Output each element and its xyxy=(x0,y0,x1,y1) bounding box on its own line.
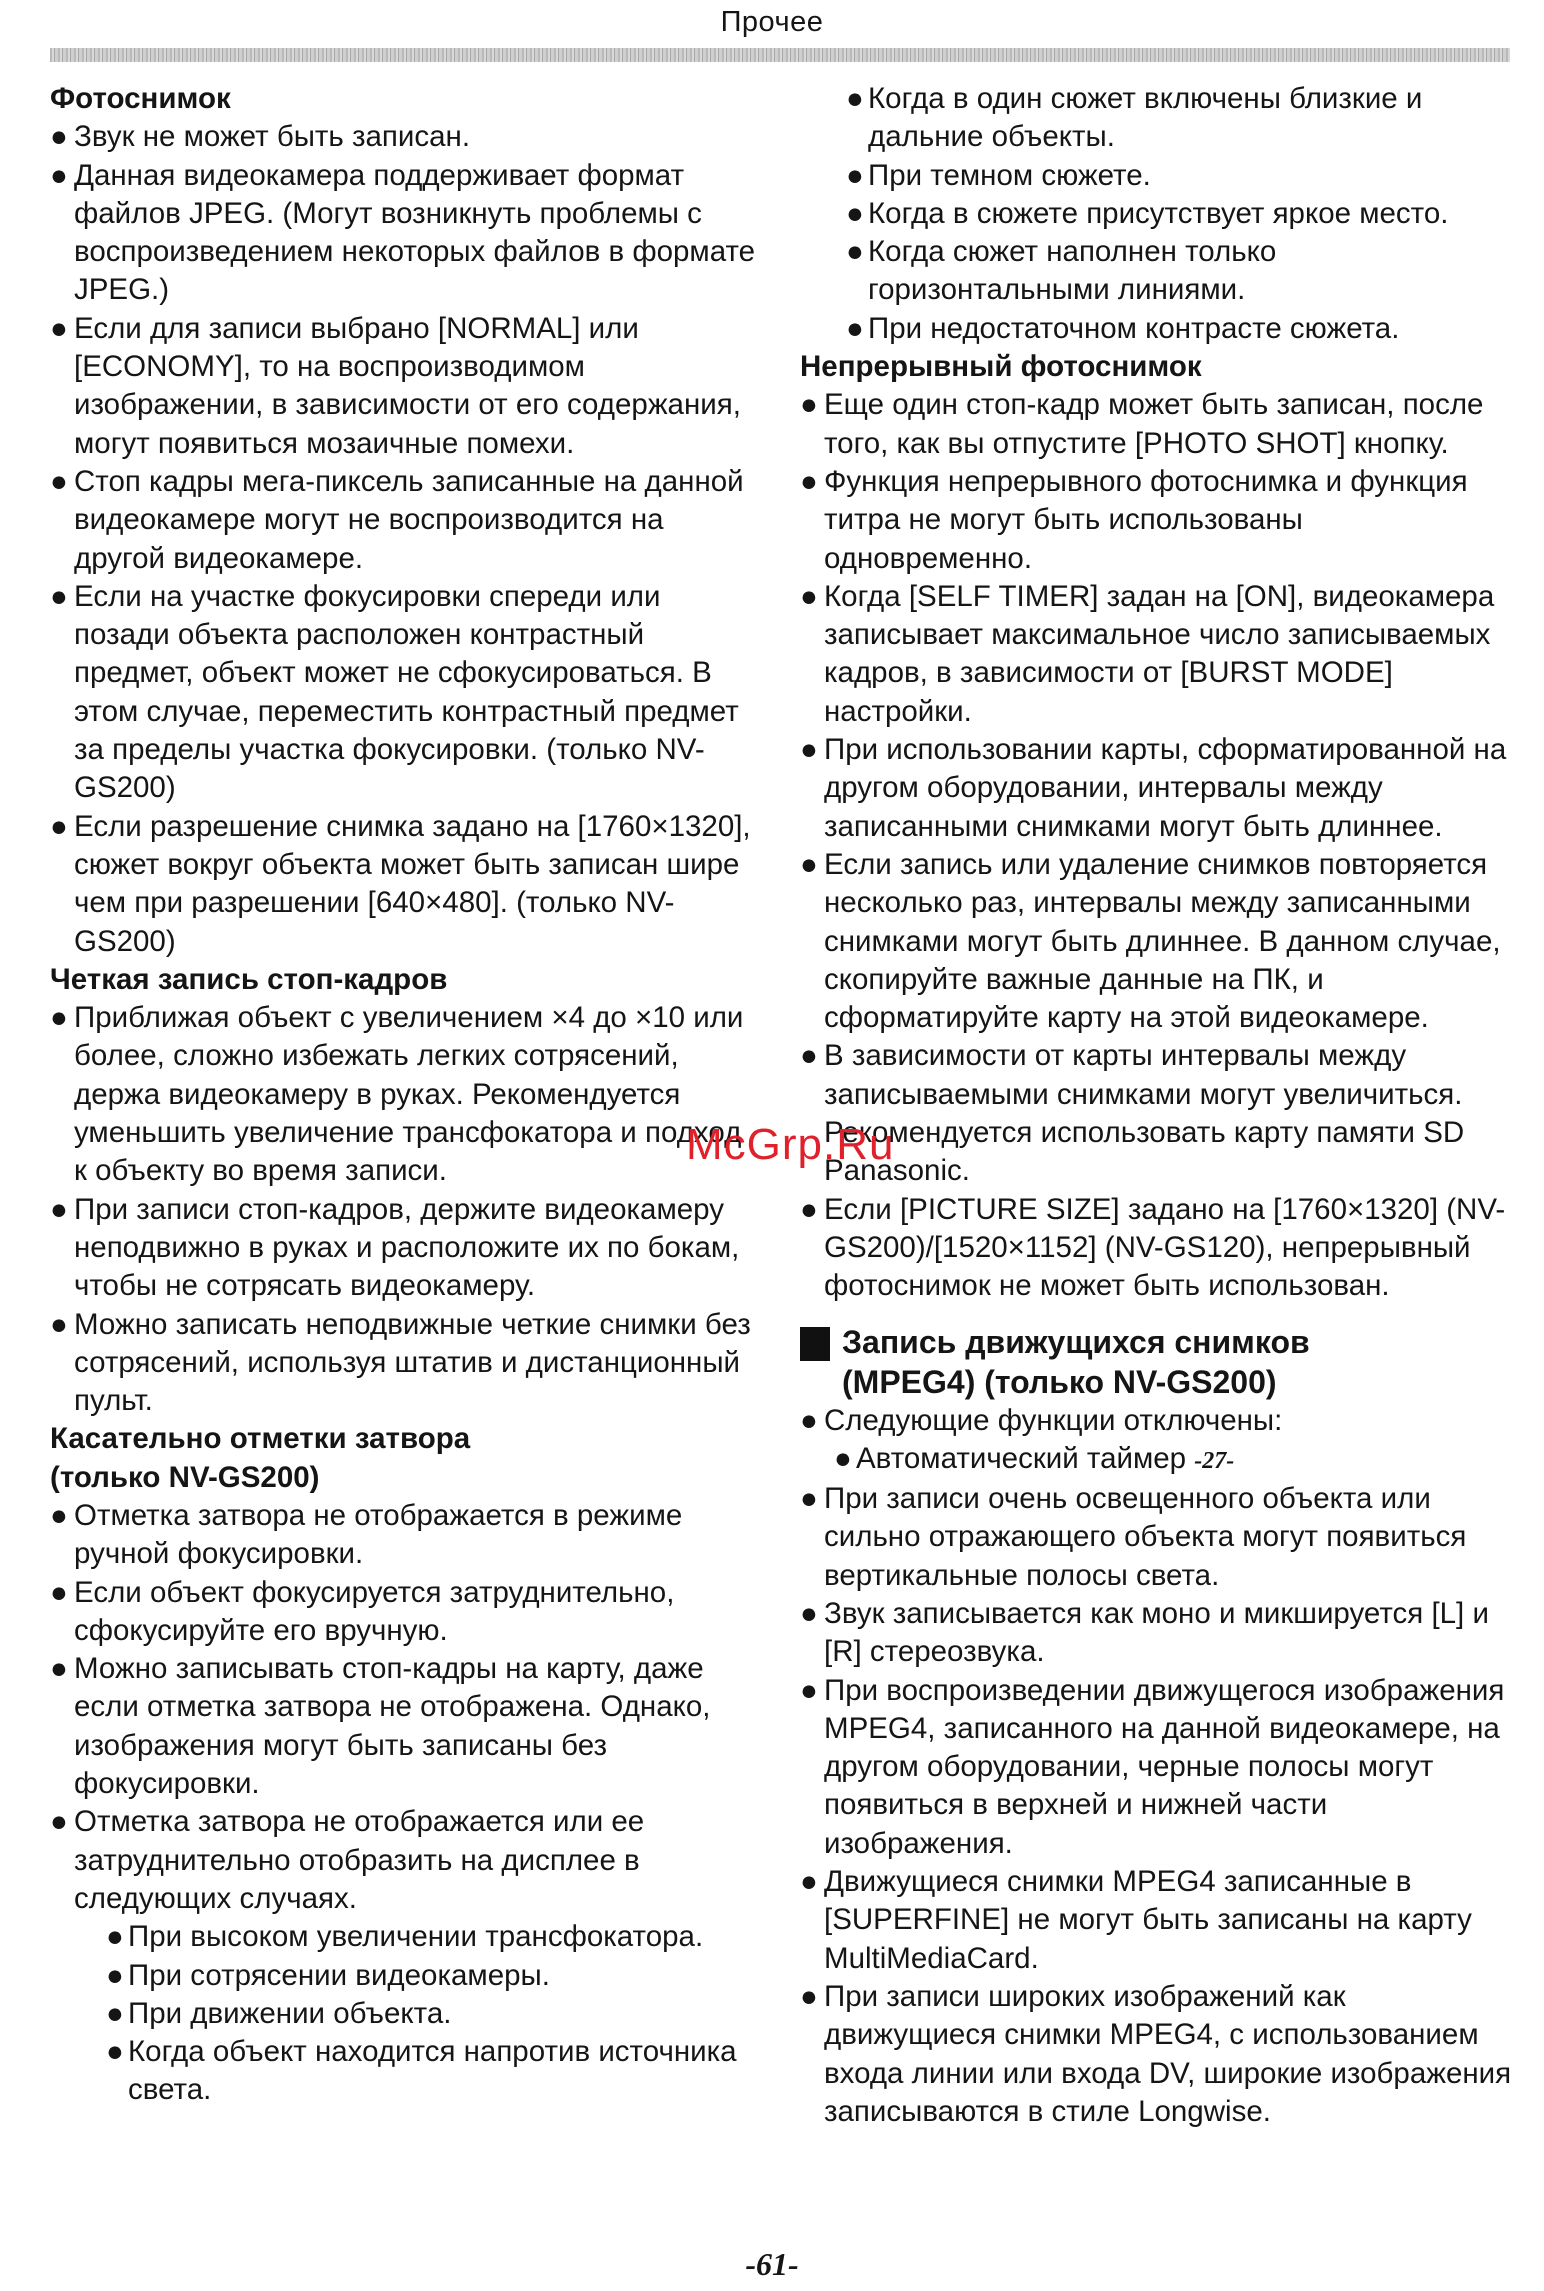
list-item: ● При записи очень освещенного объекта или сильно отражающего объекта могут появиться вертикальные полосы света. xyxy=(800,1482,1467,1592)
bullet-icon: ● xyxy=(800,1865,818,1899)
heading-shutter-mark-model: (только NV-GS200) xyxy=(50,1460,320,1494)
header-bar xyxy=(50,48,1510,62)
bullet-icon: ● xyxy=(50,579,68,613)
sub-list-item: ● При недостаточном контрасте сюжета. xyxy=(800,310,1512,348)
sub-list-item: ● При темном сюжете. xyxy=(800,157,1512,195)
sub-list-item: ● При движении объекта. xyxy=(50,1995,762,2033)
list-item: ● Можно записывать стоп-кадры на карту, даже если отметка затвора не отображена. Однако, изображения могут быть записаны без фокусировки. xyxy=(50,1652,711,1801)
bullet-icon: ● xyxy=(800,388,818,422)
list-item: ● При воспроизведении движущегося изображения MPEG4, записанного на данной видеокамере, на другом оборудовании, черные полосы могут появиться в верхней и нижней части изображения. xyxy=(800,1673,1505,1860)
list-item: ● Когда [SELF TIMER] задан на [ON], видеокамера записывает максимальное число записываемых кадров, в зависимости от [BURST MODE] настройки. xyxy=(800,579,1495,728)
list-item: ● Отметка затвора не отображается или ее затруднительно отобразить на дисплее в следующих случаях. xyxy=(50,1805,645,1915)
list-item: ● Если разрешение снимка задано на [1760×1320], сюжет вокруг объекта может быть записан шире чем при разрешении [640×480]. (только NV-GS200) xyxy=(50,809,751,958)
bullet-icon: ● xyxy=(106,1996,124,2030)
bullet-icon: ● xyxy=(50,1192,68,1226)
heading-photo: Фотоснимок xyxy=(50,82,231,115)
bullet-icon: ● xyxy=(800,1979,818,2013)
list-item: ● Приближая объект с увеличением ×4 до ×10 или более, сложно избежать легких сотрясений, держа видеокамеру в руках. Рекомендуется уменьшить увеличение трансфокатора и подход к объекту во время записи. xyxy=(50,1001,744,1188)
bullet-icon: ● xyxy=(50,1575,68,1609)
bullet-icon: ● xyxy=(800,464,818,498)
list-item: ● При использовании карты, сформатированной на другом оборудовании, интервалы между записанными снимками могут быть длиннее. xyxy=(800,733,1507,843)
bullet-icon: ● xyxy=(50,809,68,843)
heading-clear-recording: Четкая запись стоп-кадров xyxy=(50,962,448,996)
list-item: ● Если на участке фокусировки спереди или позади объекта расположен контрастный предмет, объект может не сфокусироваться. В этом случае, переместить контрастный предмет за пределы участка фокусировки. (только NV-GS200) xyxy=(50,579,739,805)
list-item: ● При записи широких изображений как движущиеся снимки MPEG4, с использованием входа линии или входа DV, широкие изображения записываются в стиле Longwise. xyxy=(800,1979,1512,2128)
bullet-icon: ● xyxy=(50,1805,68,1839)
right-column xyxy=(800,80,1512,2131)
bullet-icon: ● xyxy=(50,1001,68,1035)
bullet-icon: ● xyxy=(800,1673,818,1707)
list-item: ● При записи стоп-кадров, держите видеокамеру неподвижно в руках и расположите их по бокам, чтобы не сотрясать видеокамеру. xyxy=(50,1192,740,1303)
list-item: ● Функция непрерывного фотоснимка и функция титра не могут быть использованы одновременно. xyxy=(800,464,1468,575)
page-reference: -27- xyxy=(1194,1447,1235,1474)
list-item: ● В зависимости от карты интервалы между записываемыми снимками могут увеличиться. Рекомендуется использовать карту памяти SD Panasonic. xyxy=(800,1039,1465,1188)
bullet-icon: ● xyxy=(800,1482,818,1516)
header-title: Прочее xyxy=(720,6,824,38)
sub-list-item: ● Когда объект находится напротив источника света. xyxy=(106,2035,737,2107)
list-item: ● Следующие функции отключены: xyxy=(800,1402,1512,1440)
list-item: ● Звук записывается как моно и микшируется [L] и [R] стереозвука. xyxy=(800,1596,1489,1669)
watermark: McGrp.Ru xyxy=(686,1120,895,1169)
bullet-icon: ● xyxy=(50,120,68,154)
bullet-icon: ● xyxy=(50,158,68,192)
bullet-icon: ● xyxy=(800,1403,818,1437)
section-title-line-1: Запись движущихся снимков xyxy=(842,1323,1310,1360)
bullet-icon: ● xyxy=(800,579,818,613)
bullet-icon: ● xyxy=(106,1958,124,1992)
page-number: -61- xyxy=(745,2246,799,2282)
sub-list-item: ● При сотрясении видеокамеры. xyxy=(50,1957,762,1995)
sub-list-item: ● Когда в сюжете присутствует яркое место. xyxy=(800,195,1512,233)
bullet-icon: ● xyxy=(800,1596,818,1630)
list-item: ● Если [PICTURE SIZE] задано на [1760×1320] (NV-GS200)/[1520×1152] (NV-GS120), непрерывный фотоснимок не может быть использован. xyxy=(800,1192,1506,1303)
bullet-icon: ● xyxy=(846,311,864,345)
list-item: ● Можно записать неподвижные четкие снимки без сотрясений, используя штатив и дистанционный пульт. xyxy=(50,1307,751,1418)
section-square-icon xyxy=(800,1327,830,1361)
list-item: ● Если для записи выбрано [NORMAL] или [ECONOMY], то на воспроизводимом изображении, в зависимости от его содержания, могут появиться мозаичные помехи. xyxy=(50,311,741,460)
bullet-icon: ● xyxy=(50,1652,68,1686)
sub-list-item: ● Когда в один сюжет включены близкие и дальние объекты. xyxy=(846,82,1423,154)
bullet-icon: ● xyxy=(800,1039,818,1073)
bullet-icon: ● xyxy=(800,1192,818,1226)
bullet-icon: ● xyxy=(800,847,818,881)
bullet-icon: ● xyxy=(106,2035,124,2069)
heading-burst: Непрерывный фотоснимок xyxy=(800,350,1202,384)
list-item: ● Если объект фокусируется затруднительно, сфокусируйте его вручную. xyxy=(50,1575,675,1647)
list-item: ● Отметка затвора не отображается в режиме ручной фокусировки. xyxy=(50,1498,683,1571)
bullet-icon: ● xyxy=(50,1307,68,1341)
section-title-line-2: (MPEG4) (только NV-GS200) xyxy=(842,1363,1277,1400)
list-item: ● Стоп кадры мега-пиксель записанные на данной видеокамере могут не воспроизводится на другой видеокамере. xyxy=(50,464,744,575)
list-item: ● Если запись или удаление снимков повторяется несколько раз, интервалы между записанными снимками могут быть длиннее. В данном случае, скопируйте важные данные на ПК, и сформатируйте карту на этой видеокамере. xyxy=(800,847,1501,1035)
bullet-icon: ● xyxy=(50,464,68,498)
sub-list-item: ● При высоком увеличении трансфокатора. xyxy=(50,1918,762,1956)
sub-list-item: ● Автоматический таймер -27- xyxy=(800,1440,1512,1480)
bullet-icon: ● xyxy=(846,158,864,192)
list-item: ● Данная видеокамера поддерживает формат файлов JPEG. (Могут возникнуть проблемы с воспроизведением некоторых файлов в формате JPEG.) xyxy=(50,158,756,307)
bullet-icon: ● xyxy=(846,196,864,230)
list-item: ● Еще один стоп-кадр может быть записан, после того, как вы отпустите [PHOTO SHOT] кнопку. xyxy=(800,388,1484,460)
bullet-icon: ● xyxy=(846,82,864,115)
bullet-icon: ● xyxy=(106,1920,124,1954)
section-heading-mpeg4 xyxy=(800,1322,1512,1402)
list-item: ● Движущиеся снимки MPEG4 записанные в [SUPERFINE] не могут быть записаны на карту MultiMediaCard. xyxy=(800,1865,1472,1975)
bullet-icon: ● xyxy=(50,311,68,345)
heading-shutter-mark: Касательно отметки затвора xyxy=(50,1422,471,1456)
sub-list-item: ● Когда сюжет наполнен только горизонтальными линиями. xyxy=(846,235,1277,307)
left-column xyxy=(50,80,762,2110)
list-item: ● Звук не может быть записан. xyxy=(50,118,762,156)
bullet-icon: ● xyxy=(50,1498,68,1532)
bullet-icon: ● xyxy=(846,235,864,269)
bullet-icon: ● xyxy=(800,733,818,767)
bullet-icon: ● xyxy=(834,1441,852,1475)
